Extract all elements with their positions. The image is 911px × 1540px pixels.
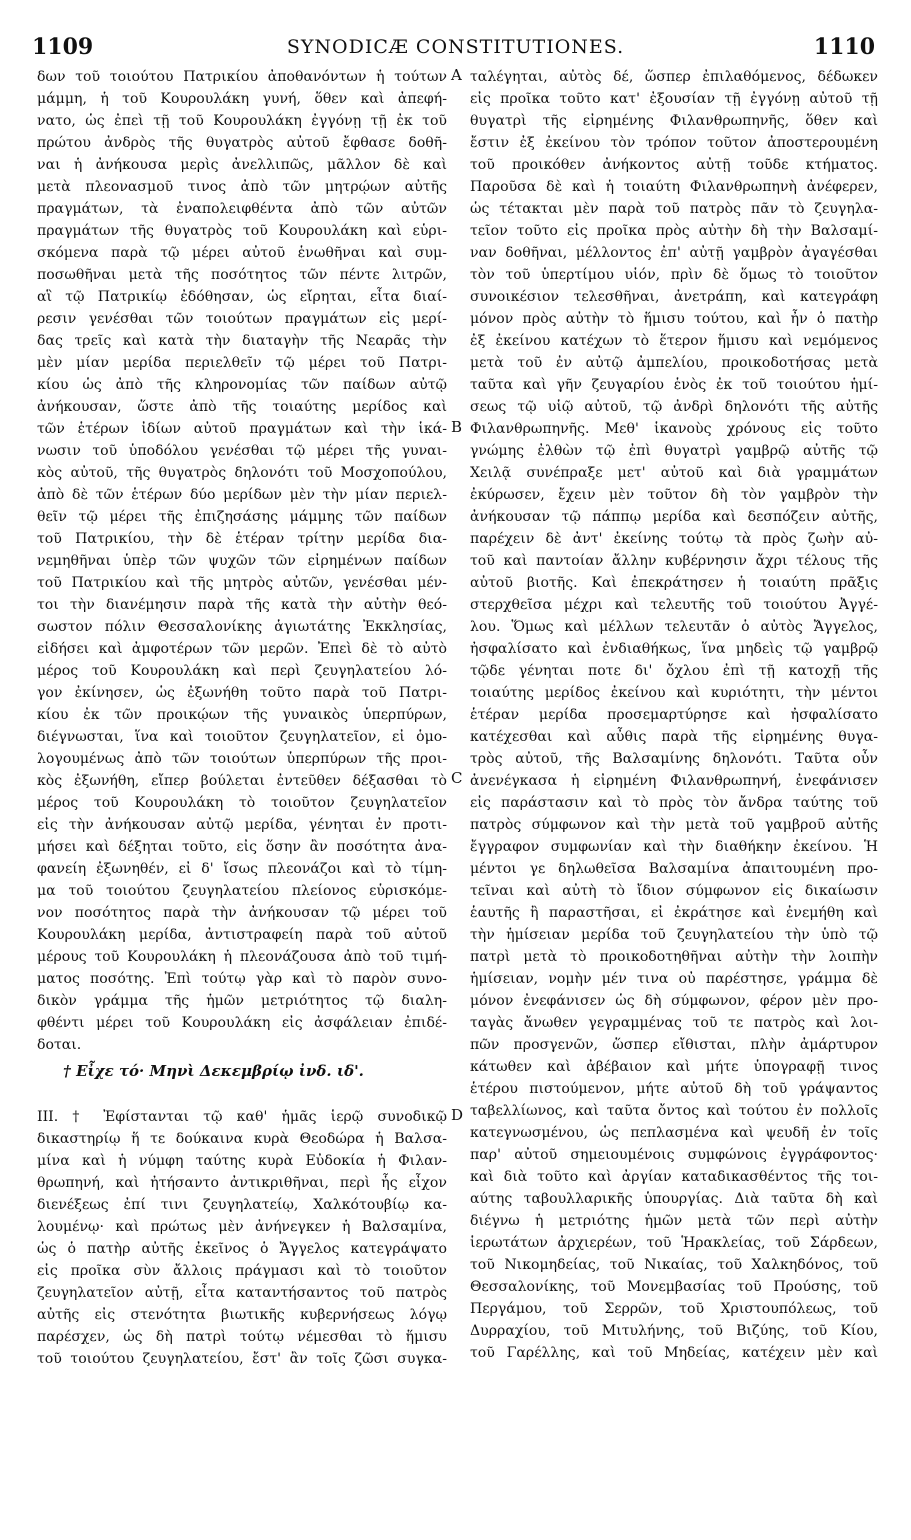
text-line: τοῦ Πατρικίου καὶ τῆς μητρὸς αὐτῶν, γενέσθαι μέν- [37,575,447,591]
text-line: φανείη ἐξωνηθέν, εἰ δ' ἴσως πλεονάζοι καὶ τὸ τίμη- [37,861,447,877]
text-line: συνοικέσιον τελεσθῆναι, ἀνετράπη, καὶ κατεγράφη [470,289,878,305]
text-line: ταλέγηται, αὐτὸς δέ, ὥσπερ ἐπιλαθόμενος, δέδωκεν [470,69,878,85]
text-line: σεως τῷ υἱῷ αὐτοῦ, τῷ ἀνδρὶ δηλονότι τῆς αὐτῆς [470,399,878,415]
text-line: αὐτοῦ βιοτῆς. Καὶ ἐπεκράτησεν ἡ τοιαύτη πρᾶξις [470,575,878,591]
text-line: μετὰ τοῦ ἐν αὐτῷ ἀμπελίου, προικοδοτήσας μετὰ [470,355,878,371]
right-column-text [470,66,878,1364]
text-line: μάμμη, ἡ τοῦ Κουρουλάκη γυνή, ὅθεν καὶ ἀπεφή- [37,91,447,107]
text-line: κὸς αὐτοῦ, τῆς θυγατρὸς δηλονότι τοῦ Μοσχοπούλου, [37,465,447,481]
text-line: νεμηθῆναι ὑπὲρ τῶν ψυχῶν τῶν εἰρημένων παίδων [37,553,447,569]
text-line: πρώτου ἀνδρὸς τῆς θυγατρὸς αὐτοῦ ἔφθασε δοθῆ- [37,135,447,151]
text-line: διέγνω ἡ μετριότης ἡμῶν μετὰ τῶν περὶ αὐτὴν [470,1213,878,1229]
text-line: ναι ἡ ἀνήκουσα μερὶς ἀνελλιπῶς, μᾶλλον δὲ καὶ [37,157,447,173]
text-line: τοι τὴν διανέμησιν παρὰ τῆς κατὰ τὴν αὐτὴν θεό- [37,597,447,613]
text-line: γνώμης ἐλθὼν τῷ ἐπὶ θυγατρὶ γαμβρῷ αὐτῆς τῷ [470,443,878,459]
text-line: νον ποσότητος παρὰ τὴν ἀνήκουσαν τῷ μέρει τοῦ [37,905,447,921]
text-line: παρ' αὐτοῦ σημειουμένοις συμφώνοις ἐγγράφοντος· [470,1147,878,1163]
text-line: τοῦ Νικομηδείας, τοῦ Νικαίας, τοῦ Χαλκηδόνος, τοῦ [470,1257,878,1273]
text-line: καὶ διὰ τοῦτο καὶ ἀργίαν καταδικασθέντος τῆς τοι- [470,1169,878,1185]
text-line: ἡμίσειαν, νομὴν μέν τινα οὐ παρέστησε, γράμμα δὲ [470,971,878,987]
text-line: τοῦ Γαρέλλης, καὶ τοῦ Μηδείας, κατέχειν μὲν καὶ [470,1345,878,1361]
text-line: Δυρραχίου, τοῦ Μιτυλήνης, τοῦ Βιζύης, τοῦ Κίου, [470,1323,878,1339]
text-line: πατρὶ μετὰ τὸ προικοδοτηθῆναι αὐτὴν τὴν λοιπὴν [470,949,878,965]
text-line: τεῖναι καὶ αὐτὴ τὸ ἴδιον σύμφωνον εἰς δικαίωσιν [470,883,878,899]
section-spacer [37,1086,447,1106]
running-title: SYNODICÆ CONSTITUTIONES. [286,36,625,58]
text-line: τὸν τοῦ ὑπερτίμου υἱόν, πρὶν δὲ ὅμως τὸ τοιοῦτον [470,267,878,283]
text-line: εἰς προῖκα σὺν ἄλλοις πράγμασι καὶ τὸ τοιοῦτον [37,1263,447,1279]
text-line: τρὸς αὐτοῦ, τῆς Βαλσαμίνης δηλονότι. Ταῦτα οὖν [470,751,878,767]
text-line: τοῦ προικόθεν ἀνήκοντος αὐτῇ τοῦδε κτήματος. [470,157,878,173]
text-line: τοῦ καὶ παντοίαν ἄλλην κυβέρνησιν ἄχρι τέλους τῆς [470,553,878,569]
text-line: ταγὰς ἄνωθεν γεγραμμένας τοῦ τε πατρὸς καὶ λοι- [470,1015,878,1031]
text-line: δων τοῦ τοιούτου Πατρικίου ἀποθανόντων ἡ τούτων [37,69,447,85]
text-line: ἠσφαλίσατο καὶ ἐνδιαθήκως, ἵνα μηδεὶς τῷ γαμβρῷ [470,641,878,657]
text-line: ἑτέρου πιστούμενον, μήτε αὐτοῦ δὴ τοῦ γράψαντος [470,1081,878,1097]
text-line: ματος ποσότης. Ἐπὶ τούτῳ γὰρ καὶ τὸ παρὸν συνο- [37,971,447,987]
text-line: ρεσιν γενέσθαι τῶν τοιούτων πραγμάτων εἰς μερί- [37,311,447,327]
text-line: Χειλᾷ συνέπραξε μετ' αὐτοῦ καὶ διὰ γραμμάτων [470,465,878,481]
text-line: κάτωθεν καὶ ἀβέβαιον καὶ μήτε ὑπογραφῇ τινος [470,1059,878,1075]
text-line: κίου ὡς ἀπὸ τῆς κληρονομίας τῶν παίδων αὐτῷ [37,377,447,393]
text-line: τοῦ Πατρικίου, τὴν δὲ ἑτέραν τρίτην μερίδα δια- [37,531,447,547]
text-line: σκόμενα παρὰ τῷ μέρει αὐτοῦ ἑνωθῆναι καὶ συμ- [37,245,447,261]
text-line: πῶν προσγενῶν, ὥσπερ εἴθισται, πλὴν ἀμάρτυρον [470,1037,878,1053]
text-line: θυγατρὶ τῆς εἰρημένης Φιλανθρωπηνῆς, ὅθεν καὶ [470,113,878,129]
text-line: παρέσχεν, ὡς δὴ πατρὶ τούτῳ νέμεσθαι τὸ ἥμισυ [37,1329,447,1345]
right-column [470,66,878,1364]
text-line: τῶν ἑτέρων ἰδίων αὐτοῦ πραγμάτων καὶ τὴν ἱκά- [37,421,447,437]
text-line: ἀνήκουσαν, ὥστε ἀπὸ τῆς τοιαύτης μερίδος καὶ [37,399,447,415]
text-line: ἑαυτῆς ἢ παραστῆσαι, εἰ ἐκράτησε καὶ ἐνεμήθη καὶ [470,905,878,921]
text-line: τοιαύτης μερίδος ἐκείνου καὶ κυριότητι, τὴν μέντοι [470,685,878,701]
text-line: ἐξ ἐκείνου κατέχων τὸ ἕτερον ἥμισυ καὶ νεμόμενος [470,333,878,349]
section-iii-text [37,1106,447,1370]
text-line: στερχθεῖσα μέχρι καὶ τελευτῆς τοῦ τοιούτου Ἀγγέ- [470,597,878,613]
margin-letter-d: D [451,1106,464,1124]
text-line: ἐκύρωσεν, ἔχειν μὲν τοῦτον δὴ τὸν γαμβρὸν τὴν [470,487,878,503]
text-line: μόνον ἐνεφάνισεν ὡς δὴ σύμφωνον, φέρον μὲν προ- [470,993,878,1009]
text-line: ταβελλίωνος, καὶ ταῦτα ὄντος καὶ τούτου ἐν πολλοῖς [470,1103,878,1119]
text-line: εἰδήσει καὶ ἀμφοτέρων τῶν μερῶν. Ἐπεὶ δὲ τὸ αὐτὸ [37,641,447,657]
text-line: μέρους τοῦ Κουρουλάκη ἡ πλεονάζουσα ἀπὸ τοῦ τιμή- [37,949,447,965]
left-column [37,66,447,1370]
text-line: κατεγνωσμένου, ὡς πεπλασμένα καὶ ψευδῆ ἐν τοῖς [470,1125,878,1141]
left-column-text [37,66,447,1056]
text-line: μέντοι γε δηλωθεῖσα Βαλσαμίνα ἀπαιτουμένη προ- [470,861,878,877]
text-line: εἰς προῖκα τοῦτο κατ' ἐξουσίαν τῇ ἐγγόνῃ αὐτοῦ τῇ [470,91,878,107]
text-line: ἀνήκουσαν τῷ πάππῳ μερίδα καὶ δεσπόζειν αὐτῆς, [470,509,878,525]
text-line: Κουρουλάκη μερίδα, ἀντιστραφείη παρὰ τοῦ αὐτοῦ [37,927,447,943]
text-line: Παροῦσα δὲ καὶ ἡ τοιαύτη Φιλανθρωπηνὴ ἀνέφερεν, [470,179,878,195]
text-line: λουμένῳ· καὶ πρώτως μὲν ἀνήνεγκεν ἡ Βαλσαμίνα, [37,1219,447,1235]
text-line: παρέχειν δὲ ἀντ' ἐκείνης τούτῳ τὰ πρὸς ζωὴν αὐ- [470,531,878,547]
text-line: πραγμάτων, τὰ ἐναπολειφθέντα ἀπὸ τῶν αὐτῶν [37,201,447,217]
text-line: ζευγηλατεῖον αὐτῇ, εἶτα καταντήσαντος τοῦ πατρὸς [37,1285,447,1301]
page-number-left: 1109 [32,34,94,60]
margin-letter-c: C [451,769,463,787]
text-line: ποσωθῆναι μετὰ τῆς ποσότητος τῶν πέντε λιτρῶν, [37,267,447,283]
text-line: τεῖον τοῦτο εἰς προῖκα πρὸς αὐτὴν δὴ τὴν Βαλσαμί- [470,223,878,239]
text-line: νωσιν τοῦ ὑποδόλου γενέσθαι τῷ μέρει τῆς γυναι- [37,443,447,459]
margin-letter-a: A [451,66,462,84]
text-line: διενέξεως ἐπί τινι ζευγηλατείῳ, Χαλκότουβίῳ κα- [37,1197,447,1213]
text-line: τῷδε γένηται ποτε δι' ὄχλου ἐπὶ τῇ κατοχῇ τῆς [470,663,878,679]
text-line: ναν δοθῆναι, μέλλοντος ἐπ' αὐτῇ γαμβρὸν ἀγαγέσθαι [470,245,878,261]
text-line: θρωπηνή, καὶ ἠτήσαντο ἀντικριθῆναι, περὶ ἧς εἶχον [37,1175,447,1191]
text-line: κίου ἐκ τῶν προικῴων τῆς γυναικὸς ὑπερπύρων, [37,707,447,723]
text-line: φθέντι μέρει τοῦ Κουρουλάκη εἰς ἀσφάλειαν ἐπιδέ- [37,1015,447,1031]
text-line: ἀνενέγκασα ἡ εἰρημένη Φιλανθρωπηνή, ἐνεφάνισεν [470,773,878,789]
text-line: Περγάμου, τοῦ Σερρῶν, τοῦ Χριστουπόλεως, τοῦ [470,1301,878,1317]
text-line: μόνον πρὸς αὐτὴν τὸ ἥμισυ τούτου, καὶ ἦν ὁ πατὴρ [470,311,878,327]
text-line: ἔγγραφον συμφωνίαν καὶ τὴν διαθήκην ἐκείνου. Ἡ [470,839,878,855]
text-line: ἑτέραν μερίδα προσεμαρτύρησε καὶ ἠσφαλίσατο [470,707,878,723]
text-line: πατρὸς σύμφωνον καὶ τὴν μετὰ τοῦ γαμβροῦ αὐτῆς [470,817,878,833]
text-line: μήσει καὶ δέξηται τοῦτο, εἰς ὅσην ἂν ποσότητα ἀνα- [37,839,447,855]
text-line: ταῦτα καὶ γῆν ζευγαρίου ἑνὸς ἐκ τοῦ τοιούτου ἡμί- [470,377,878,393]
page-header [30,34,881,64]
text-line: πραγμάτων τῆς θυγατρὸς τοῦ Κουρουλάκη καὶ εὑρι- [37,223,447,239]
text-line: αἳ τῷ Πατρικίῳ ἐδόθησαν, ὡς εἴρηται, εἶτα διαί- [37,289,447,305]
text-line: δοται. [37,1037,82,1053]
text-line: νατο, ὡς ἐπεὶ τῇ τοῦ Κουρουλάκη ἐγγόνῃ τῇ ἐκ τοῦ [37,113,447,129]
text-line: γον ἐκίνησεν, ὡς ἐξωνήθη τοῦτο παρὰ τοῦ Πατρι- [37,685,447,701]
text-line: τοῦ τοιούτου ζευγηλατείου, ἔστ' ἂν τοῖς ζῶσι συγκα- [37,1351,447,1367]
text-line: μέρος τοῦ Κουρουλάκη καὶ περὶ ζευγηλατείου λό- [37,663,447,679]
text-line: λογουμένως ἀπὸ τῶν τοιούτων ὑπερπύρων τῆς προι- [37,751,447,767]
text-line: ἱερωτάτων ἀρχιερέων, τοῦ Ἡρακλείας, τοῦ Σάρδεων, [470,1235,878,1251]
text-line: ὡς ὁ πατὴρ αὐτῆς ἐκεῖνος ὁ Ἄγγελος κατεγράψατο [37,1241,447,1257]
text-line: σωστον πόλιν Θεσσαλονίκης ἁγιωτάτης Ἐκκλησίας, [37,619,447,635]
text-line: εἰς τὴν ἀνήκουσαν αὐτῷ μερίδα, γένηται ἐν προτι- [37,817,447,833]
text-line: διέγνωσται, ἵνα καὶ τοιοῦτον ζευγηλατεῖον, εἰ ὁμο- [37,729,447,745]
text-line: μα τοῦ τοιούτου ζευγηλατείου πλείονος εὑρισκόμε- [37,883,447,899]
text-line: ἀπὸ δὲ τῶν ἑτέρων δύο μερίδων μὲν τὴν μίαν περιελ- [37,487,447,503]
text-line: ἔστιν ἐξ ἐκείνου τὸν τρόπον τοῦτον ἀποστερουμένη [470,135,878,151]
text-line: δικὸν γράμμα τῆς ἡμῶν μετριότητος τῷ διαλη- [37,993,447,1009]
dateline: † Εἶχε τό· Μηνὶ Δεκεμβρίῳ ἰνδ. ιδ'. [63,1062,364,1080]
margin-letter-b: B [451,418,463,436]
text-line: κὸς ἐξωνήθη, εἴπερ βούλεται ἐντεῦθεν δέξασθαι τὸ [37,773,447,789]
text-line: μέρος τοῦ Κουρουλάκη τὸ τοιοῦτον ζευγηλατεῖον [37,795,447,811]
text-line: λου. Ὅμως καὶ μέλλων τελευτᾶν ὁ αὐτὸς Ἄγγελος, [470,619,878,635]
text-line: ὡς τέτακται μὲν παρὰ τοῦ πατρὸς πᾶν τὸ ζευγηλα- [470,201,878,217]
text-line: δικαστηρίῳ ἥ τε δούκαινα κυρὰ Θεοδώρα ἡ Βαλσα- [37,1131,447,1147]
text-line: εἰς παράστασιν καὶ τὸ πρὸς τὸν ἄνδρα ταύτης τοῦ [470,795,878,811]
page-number-right: 1110 [813,34,875,60]
text-line: κατέχεσθαι καὶ αὖθις παρὰ τῆς εἰρημένης θυγα- [470,729,878,745]
text-line: III. † Ἐφίστανται τῷ καθ' ἡμᾶς ἱερῷ συνοδικῷ [37,1109,447,1125]
text-line: Θεσσαλονίκης, τοῦ Μονεμβασίας τοῦ Προύσης, τοῦ [470,1279,878,1295]
text-line: μίνα καὶ ἡ νύμφη ταύτης κυρὰ Εὐδοκία ἡ Φιλαν- [37,1153,447,1169]
text-line: μὲν μίαν μερίδα περιελθεῖν τῷ μέρει τοῦ Πατρι- [37,355,447,371]
text-line: αύτης ταβουλλαρικῆς ὑπουργίας. Διὰ ταῦτα δὴ καὶ [470,1191,878,1207]
text-line: τὴν ἡμίσειαν μερίδα τοῦ ζευγηλατείου τὴν ὑπὸ τῷ [470,927,878,943]
text-line: δας τρεῖς καὶ κατὰ τὴν διαταγὴν τῆς Νεαρᾶς τὴν [37,333,447,349]
text-line: μετὰ πλεονασμοῦ τινος ἀπὸ τῶν μητρῴων αὐτῆς [37,179,447,195]
text-line: αὐτῆς εἰς στενότητα βιωτικῆς κυβερνήσεως λόγῳ [37,1307,447,1323]
text-line: θεῖν τῷ μέρει τῆς ἐπιζησάσης μάμμης τῶν παίδων [37,509,447,525]
text-line: Φιλανθρωπηνῆς. Μεθ' ἱκανοὺς χρόνους εἰς τοῦτο [470,421,878,437]
